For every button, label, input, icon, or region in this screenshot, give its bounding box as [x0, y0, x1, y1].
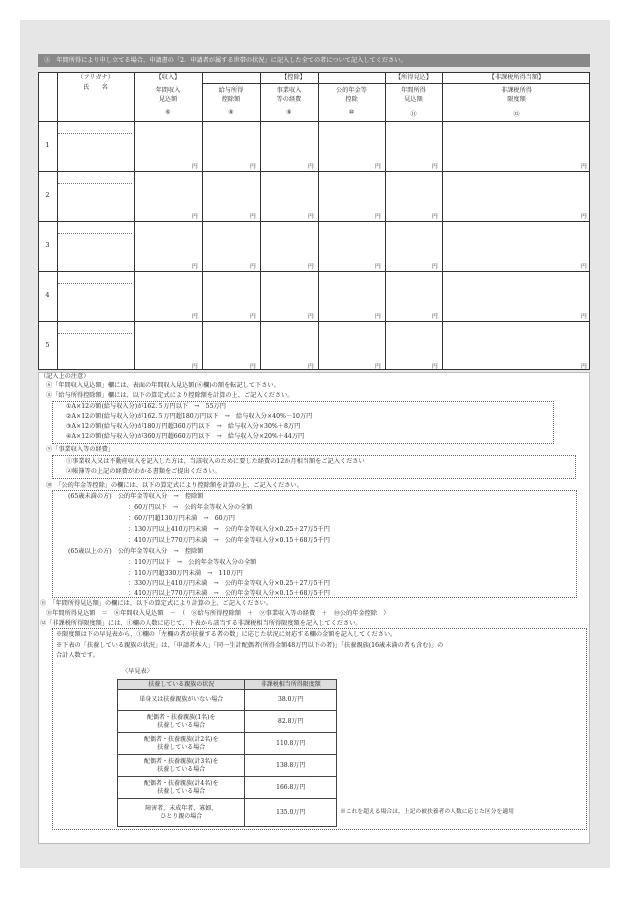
row-number: 5: [45, 341, 50, 349]
col-mark: ⑥: [165, 109, 171, 116]
yen-unit: 円: [250, 314, 256, 320]
ref-row-status: 配偶者・扶養親族(計4名)を 扶養している場合: [118, 777, 245, 799]
yen-unit: 円: [308, 264, 314, 270]
note-10-b2: ：110万円超330万円未満 → 110万円: [128, 570, 243, 577]
col-pension-deduction: 公的年金等 控除: [336, 87, 367, 103]
yen-unit: 円: [250, 214, 256, 220]
yen-unit: 円: [308, 364, 314, 370]
note-11: ⑪ 「年間所得見込額」の欄には、以下の算定式により計算の上、ご記入ください。: [40, 600, 273, 607]
col-salary-deduction: 給与所得 控除額: [218, 87, 244, 103]
ref-row-status: 配偶者・扶養親族(計3名)を 扶養している場合: [118, 755, 245, 777]
yen-unit: 円: [581, 164, 587, 170]
note-8-4: ④A×12の額(給与収入分)が360万円超660万円以下 → 給与収入分×20%＋44万円: [66, 433, 305, 440]
yen-unit: 円: [375, 364, 381, 370]
yen-unit: 円: [308, 164, 314, 170]
header-furigana: （フリガナ）: [77, 74, 114, 81]
note-10: ⑩ 「公的年金等控除」の欄には、以下の算定式により控除額を計算の上、ご記入ください。: [46, 482, 303, 489]
ref-table-note: ※これを超える場合は、上記の被扶養者の人数に応じた区分を適用: [340, 809, 514, 815]
ref-header-status: 扶養している親族の状況: [118, 680, 245, 690]
yen-unit: 円: [581, 314, 587, 320]
row-number: 4: [45, 291, 50, 299]
note-10-b4: ：410万円以上770万円未満 → 公的年金等収入分×0.15＋68万5千円: [128, 590, 330, 597]
note-9: ⑨「事業収入等の経費」: [46, 446, 115, 453]
note-10-b3: ：330万円以上410万円未満 → 公的年金等収入分×0.25＋27万5千円: [128, 580, 330, 587]
header-income-group: 【収入】: [155, 74, 181, 81]
note-10-b1: ：110万円以下 → 公的年金等収入分の全額: [128, 559, 257, 566]
col-mark: ⑫: [513, 111, 520, 118]
ref-header-limit: 非課税相当所得限度額: [245, 680, 337, 690]
note-12-2: ※下表の「扶養している親族の状況」は、「申請者本人」「同一生計配偶者(所得金額48万円以下の者)」「扶養親族(16歳未満の者も含む)」の: [56, 642, 444, 649]
section-header: ③ 年間所得により申し立てる場合、申請書の「2．申請者が属する世帯の状況」に記入した全ての者について記入してください。: [38, 54, 590, 67]
note-10-a2: ：60万円超130万円未満 → 60万円: [128, 515, 235, 522]
household-income-table: [38, 72, 590, 370]
ref-row-limit: 166.8万円: [245, 777, 337, 799]
yen-unit: 円: [375, 164, 381, 170]
row-number: 2: [45, 191, 50, 199]
col-annual-earnings: 年間所得 見込額: [401, 87, 426, 103]
note-8-3: ③A×12の額(給与収入分)が180万円超360万円以下 → 給与収入分×30%＋8万円: [66, 423, 301, 430]
ref-row-limit: 135.0万円: [245, 799, 337, 827]
ref-row-limit: 82.8万円: [245, 711, 337, 733]
yen-unit: 円: [192, 164, 198, 170]
note-10-a1: ：60万円以下 → 公的年金等収入分の全額: [128, 504, 253, 511]
yen-unit: 円: [192, 314, 198, 320]
yen-unit: 円: [250, 364, 256, 370]
yen-unit: 円: [250, 164, 256, 170]
yen-unit: 円: [192, 364, 198, 370]
note-10-under65: (65歳未満の方) 公的年金等収入分 → 控除額: [68, 493, 204, 500]
yen-unit: 円: [432, 164, 438, 170]
yen-unit: 円: [581, 364, 587, 370]
header-name: 氏 名: [83, 84, 108, 91]
row-number: 1: [45, 141, 50, 149]
col-exempt-limit: 非課税所得 限度額: [501, 87, 532, 103]
ref-row-status: 配偶者・扶養親族(計2名)を 扶養している場合: [118, 733, 245, 755]
yen-unit: 円: [581, 264, 587, 270]
note-10-a3: ：130万円以上410万円未満 → 公的年金等収入分×0.25＋27万5千円: [128, 526, 330, 533]
note-12-3: 合計人数です。: [56, 652, 99, 659]
yen-unit: 円: [250, 264, 256, 270]
ref-row-status: 単身又は扶養親族がいない場合: [118, 690, 245, 711]
note-8-1: ①A×12の額(給与収入分)が162.５万円以下 → 55万円: [66, 403, 226, 410]
notes-title: （記入上の注意）: [40, 373, 90, 380]
ref-row-limit: 110.8万円: [245, 733, 337, 755]
yen-unit: 円: [432, 314, 438, 320]
yen-unit: 円: [192, 264, 198, 270]
note-9-2: ②帳簿等の上記の経費がわかる書類をご提出ください。: [66, 468, 221, 475]
exempt-limit-reference-table: [117, 679, 337, 827]
col-mark: ⑧: [228, 109, 234, 116]
ref-row-status: 配偶者・扶養親族(1名)を 扶養している場合: [118, 711, 245, 733]
col-mark: ⑪: [410, 111, 417, 118]
yen-unit: 円: [375, 314, 381, 320]
yen-unit: 円: [375, 214, 381, 220]
col-mark: ⑨: [286, 109, 292, 116]
ref-row-limit: 38.0万円: [245, 690, 337, 711]
col-mark: ⑩: [348, 109, 355, 116]
note-12-1: ※限度額は下の早見表から、①欄の「左欄の者が扶養する者の数」に応じた状況に対応する欄の金額を記入してください。: [56, 631, 397, 638]
col-annual-income: 年間収入 見込額: [155, 87, 181, 103]
note-10-a4: ：410万円以上770万円未満 → 公的年金等収入分×0.15＋68万5千円: [128, 537, 330, 544]
yen-unit: 円: [432, 364, 438, 370]
note-6: ⑥「年間収入見込額」欄には、表面の年間収入見込額(⑥欄)の額を転記して下さい。: [46, 382, 280, 389]
yen-unit: 円: [192, 214, 198, 220]
yen-unit: 円: [308, 314, 314, 320]
yen-unit: 円: [432, 214, 438, 220]
ref-table-title: 〈早見表〉: [122, 668, 153, 675]
header-deduction-group: 【控除】: [281, 74, 306, 81]
header-income-estimate-group: 【所得見込】: [394, 74, 433, 81]
note-11-formula: ⑪年間所得見込額 ＝ ⑥年間収入見込額 － （ ⑧給与所得控除額 ＋ ⑨事業収入等の経費 ＋ ⑩公的年金控除 ）: [46, 610, 390, 617]
row-number: 3: [45, 241, 50, 249]
note-9-1: ①事業収入又は不動産収入を記入した方は、当該収入のために要した経費の12か月相当額をご記入ください: [66, 458, 365, 465]
col-business-expenses: 事業収入 等の経費: [276, 87, 302, 103]
note-12: ⑫「非課税所得限度額」には、①欄の人数に応じて、下表から該当する非課税相当所得限度額を記入してください。: [40, 620, 362, 627]
header-tax-exempt-group: 【非課税所得当額】: [488, 74, 545, 81]
yen-unit: 円: [581, 214, 587, 220]
ref-row-limit: 138.8万円: [245, 755, 337, 777]
yen-unit: 円: [432, 264, 438, 270]
note-8-2: ②A×12の額(給与収入分)が162.５万円超180万円以下 → 給与収入分×40%－10万円: [66, 413, 313, 420]
yen-unit: 円: [375, 264, 381, 270]
yen-unit: 円: [308, 214, 314, 220]
note-8: ⑧「給与所得控除額」欄には、以下の算定式により控除額を計算の上、ご記入ください。: [46, 392, 294, 399]
note-10-over65: (65歳以上の方) 公的年金等収入分 → 控除額: [68, 548, 204, 555]
ref-row-status: 障害者、未成年者、寡婦、 ひとり親の場合: [118, 799, 245, 827]
